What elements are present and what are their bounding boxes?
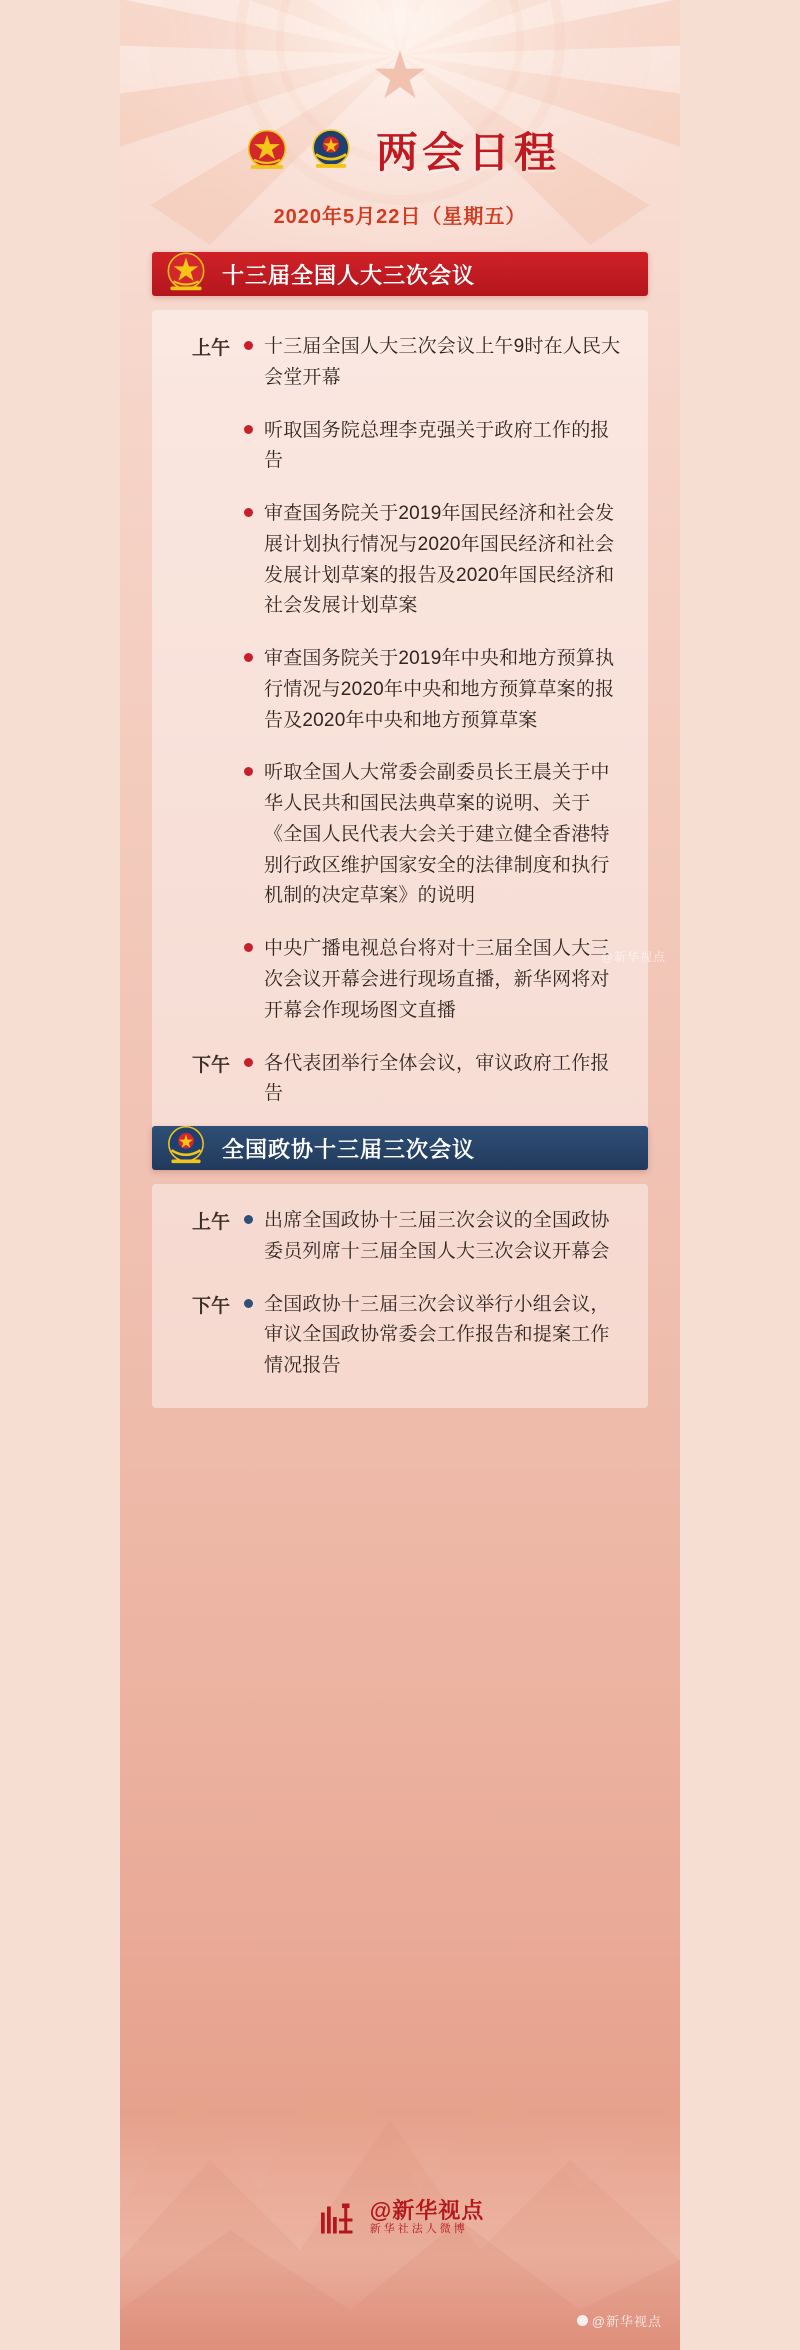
time-label: 下午 (191, 1295, 230, 1317)
section-body-npc (152, 310, 648, 1136)
schedule-item: 十三届全国人大三次会议上午9时在人民大会堂开幕 (264, 336, 621, 388)
schedule-row (168, 1290, 622, 1382)
section-npc (152, 252, 648, 1136)
page-date: 2020年5月22日（星期五） (273, 206, 527, 228)
schedule-item: 中央广播电视总台将对十三届全国人大三次会议开幕会进行现场直播，新华网将对开幕会作现场图文直播 (264, 938, 610, 1021)
schedule-row (168, 644, 622, 736)
time-label-spacer (168, 499, 232, 500)
mountain-silhouette-decoration (120, 1790, 680, 2350)
footer-account-name: @新华视点 (369, 2198, 485, 2224)
section-cppcc (152, 1126, 648, 1408)
schedule-item: 出席全国政协十三届三次会议的全国政协委员列席十三届全国人大三次会议开幕会 (264, 1210, 610, 1262)
bullet-dot-icon (244, 943, 253, 952)
cppcc-emblem-icon (304, 123, 358, 177)
footer-logo (120, 2196, 680, 2238)
watermark-dot-icon (577, 2315, 588, 2326)
bullet-dot-icon (244, 1299, 253, 1308)
schedule-item: 全国政协十三届三次会议举行小组会议，审议全国政协常委会工作报告和提案工作情况报告 (264, 1293, 610, 1377)
bullet-dot-icon (244, 425, 253, 434)
schedule-item: 听取全国人大常委会副委员长王晨关于中华人民共和国民法典草案的说明、关于《全国人民代表大会关于建立健全香港特别行政区维护国家安全的法律制度和执行机制的决定草案》的说明 (264, 762, 610, 907)
section-header-cppcc (152, 1126, 648, 1170)
bullet-dot-icon (244, 1058, 253, 1067)
schedule-row (168, 934, 622, 1026)
bullet-dot-icon (244, 341, 253, 350)
footer-text-block (370, 2198, 484, 2236)
national-emblem-icon (160, 246, 212, 298)
time-label-spacer (168, 758, 232, 759)
section-body-cppcc (152, 1184, 648, 1408)
schedule-row (168, 758, 622, 912)
time-label: 上午 (191, 1212, 230, 1233)
time-label-spacer (168, 644, 232, 645)
section-header-npc (152, 252, 648, 296)
schedule-row (168, 499, 622, 622)
watermark-top: @新华视点 (600, 950, 666, 964)
xinhua-viewpoint-logo-icon (316, 2196, 362, 2238)
schedule-item: 各代表团举行全体会议，审议政府工作报告 (264, 1052, 610, 1105)
footer-account-sub: 新华社法人微博 (369, 2223, 468, 2236)
section-heading-cppcc: 全国政协十三届三次会议 (222, 1136, 476, 1162)
time-label: 上午 (191, 338, 230, 359)
page-title-row (120, 120, 680, 180)
schedule-row (168, 1049, 622, 1111)
schedule-item: 听取国务院总理李克强关于政府工作的报告 (264, 419, 610, 472)
section-heading-npc: 十三届全国人大三次会议 (222, 262, 476, 288)
watermark-bottom-text: @新华视点 (591, 2314, 662, 2329)
cppcc-emblem-icon (160, 1120, 212, 1172)
schedule-row (168, 332, 622, 394)
bullet-dot-icon (244, 653, 253, 662)
page-title: 两会日程 (375, 128, 560, 177)
national-emblem-icon (240, 123, 294, 177)
schedule-row (168, 1206, 622, 1268)
time-label-spacer (168, 416, 232, 417)
poster-canvas (120, 0, 680, 2350)
time-label: 下午 (191, 1054, 230, 1076)
bullet-dot-icon (244, 767, 253, 776)
bullet-dot-icon (244, 1215, 253, 1224)
schedule-row (168, 416, 622, 478)
schedule-item: 审查国务院关于2019年国民经济和社会发展计划执行情况与2020年国民经济和社会发展计划草案的报告及2020年国民经济和社会发展计划草案 (264, 503, 615, 617)
schedule-item: 审查国务院关于2019年中央和地方预算执行情况与2020年中央和地方预算草案的报告及2020年中央和地方预算草案 (264, 648, 615, 731)
watermark-bottom (577, 2311, 662, 2330)
decorative-star-icon: ★ (370, 38, 430, 112)
bullet-dot-icon (244, 508, 253, 517)
time-label-spacer (168, 934, 232, 935)
